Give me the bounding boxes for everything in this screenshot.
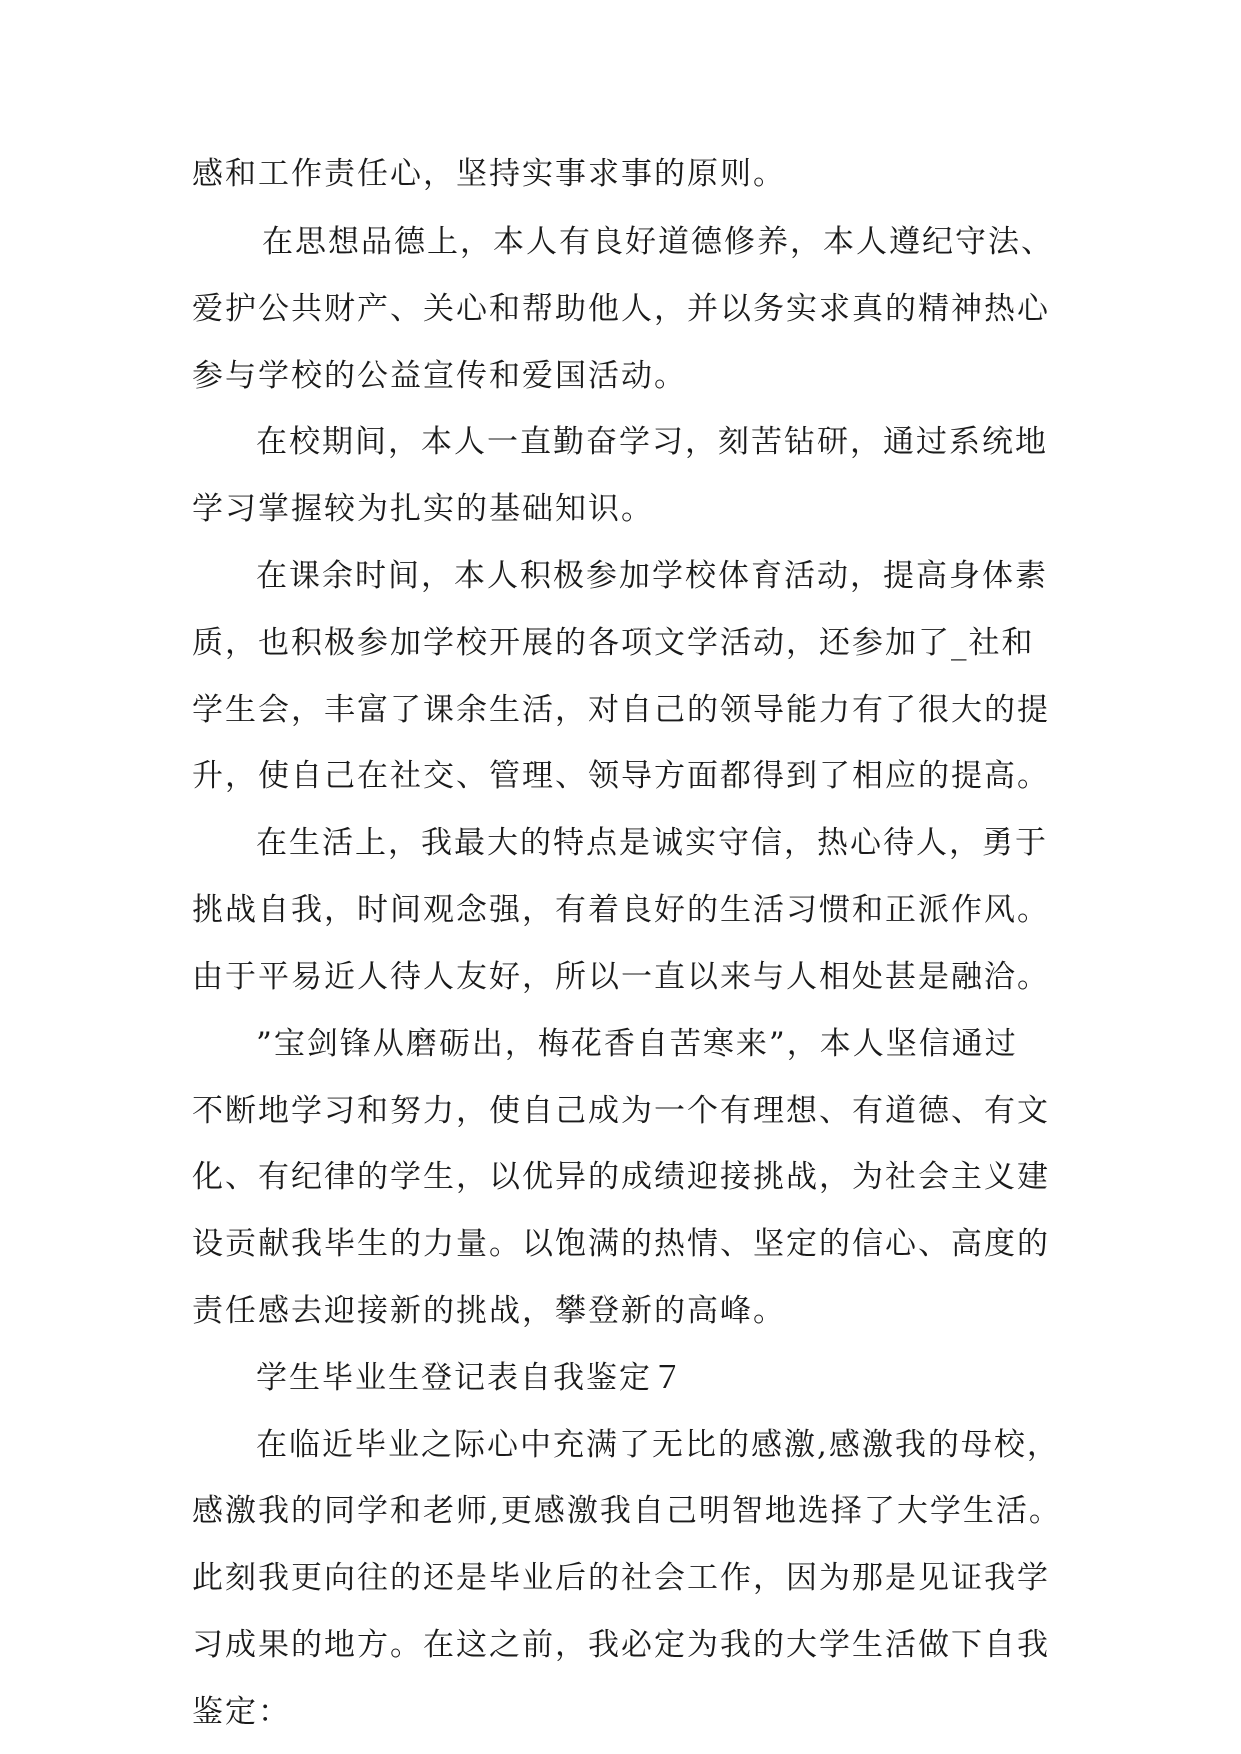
text-line: 习成果的地方。在这之前，我必定为我的大学生活做下自我: [192, 1627, 1050, 1663]
text-line: 挑战自我，时间观念强，有着良好的生活习惯和正派作风。: [192, 892, 1050, 928]
text-line: 责任感去迎接新的挑战，攀登新的高峰。: [192, 1293, 786, 1329]
paragraph-start: 在生活上，我最大的特点是诚实守信，热心待人，勇于: [256, 825, 1048, 861]
paragraph-start: 在思想品德上，本人有良好道德修养，本人遵纪守法、: [262, 224, 1054, 260]
text-line: 此刻我更向往的还是毕业后的社会工作，因为那是见证我学: [192, 1560, 1050, 1596]
text-line: 化、有纪律的学生，以优异的成绩迎接挑战，为社会主义建: [192, 1159, 1050, 1195]
text-line: 学生会，丰富了课余生活，对自己的领导能力有了很大的提: [192, 692, 1050, 728]
paragraph-start: 在课余时间，本人积极参加学校体育活动，提高身体素: [256, 558, 1048, 594]
text-line: 不断地学习和努力，使自己成为一个有理想、有道德、有文: [192, 1093, 1050, 1129]
paragraph-start: ”宝剑锋从磨砺出，梅花香自苦寒来”，本人坚信通过: [256, 1026, 1018, 1062]
text-line: 感激我的同学和老师,更感激我自己明智地选择了大学生活。: [192, 1493, 1062, 1529]
text-line: 升，使自己在社交、管理、领导方面都得到了相应的提高。: [192, 758, 1050, 794]
text-line: 学习掌握较为扎实的基础知识。: [192, 491, 654, 527]
paragraph-start: 在校期间，本人一直勤奋学习，刻苦钻研，通过系统地: [256, 424, 1048, 460]
text-line: 参与学校的公益宣传和爱国活动。: [192, 358, 687, 394]
section-heading: 学生毕业生登记表自我鉴定７: [256, 1360, 685, 1396]
text-line: 鉴定：: [192, 1694, 291, 1730]
text-line: 质，也积极参加学校开展的各项文学活动，还参加了_社和: [192, 625, 1035, 661]
paragraph-start: 在临近毕业之际心中充满了无比的感激,感激我的母校，: [256, 1427, 1060, 1463]
text-line: 由于平易近人待人友好，所以一直以来与人相处甚是融洽。: [192, 959, 1050, 995]
text-line: 感和工作责任心，坚持实事求事的原则。: [192, 156, 786, 192]
text-line: 爱护公共财产、关心和帮助他人，并以务实求真的精神热心: [192, 291, 1050, 327]
text-line: 设贡献我毕生的力量。以饱满的热情、坚定的信心、高度的: [192, 1226, 1050, 1262]
